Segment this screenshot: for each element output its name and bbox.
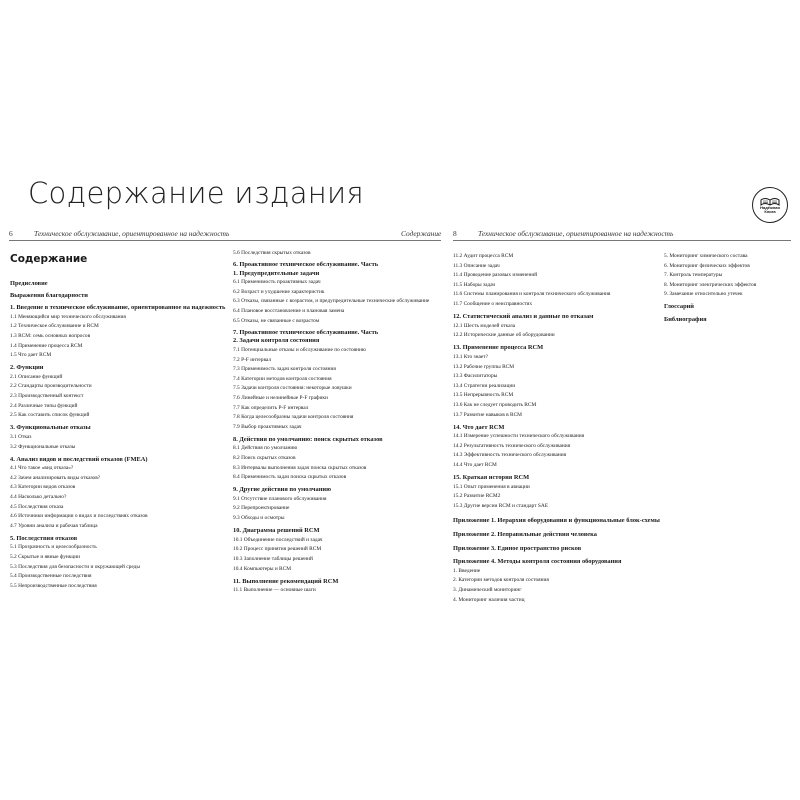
toc-entry: 4.1 Что такое «вид отказа»? (10, 465, 74, 472)
right-page-number: 8 (453, 229, 457, 238)
toc-entry: 12.1 Шесть моделей отказа (453, 322, 516, 329)
toc-entry: 6.1 Применимость проактивных задач (233, 279, 321, 286)
toc-entry: 7.9 Выбор проактивных задач (233, 423, 302, 430)
toc-entry: 6.5 Отказы, не связанные с возрастом (233, 317, 320, 324)
toc-entry: Приложение 3. Единое пространство рисков (453, 544, 582, 552)
toc-heading: Содержание (10, 253, 88, 265)
toc-entry: Приложение 2. Неправильные действия человека (453, 531, 597, 539)
toc-entry: 11.1 Выполнение — основные шаги (233, 587, 316, 594)
toc-entry: 7. Контроль температуры (664, 272, 723, 279)
toc-entry: 6.4 Плановое восстановление и плановая замена (233, 308, 345, 315)
toc-entry: 7.6 Линейные и нелинейные P-F графики (233, 394, 328, 401)
toc-entry: 2. Функции (10, 364, 44, 372)
toc-entry: 8. Мониторинг электрических эффектов (664, 281, 757, 288)
toc-entry: 6.2 Возраст и ухудшение характеристик (233, 288, 325, 295)
toc-entry: 9.1 Отсутствие планового обслуживания (233, 495, 327, 502)
toc-entry: 6. Проактивное техническое обслуживание. Часть 1. Предупредительные задачи (233, 261, 379, 277)
toc-entry: 6. Мониторинг физических эффектов (664, 262, 750, 269)
toc-entry: 7.2 P-F интервал (233, 356, 272, 363)
toc-entry: 7.5 Задачи контроля состояния: некоторые ловушки (233, 385, 352, 392)
toc-entry: 10.2 Процесс принятия решений RCM (233, 546, 322, 553)
toc-entry: 14.2 Результативность технического обслуживания (453, 442, 571, 449)
toc-entry: 13.3 Фасилитаторы (453, 373, 498, 380)
left-header-rule (9, 240, 441, 241)
right-running-head: Техническое обслуживание, ориентированное на надежность (478, 229, 674, 238)
toc-entry: 4. Мониторинг наличия частиц (453, 596, 525, 603)
toc-entry: 9.2 Перепроектирование (233, 505, 290, 512)
toc-entry: 1.4 Применение процесса RCM (10, 342, 83, 349)
toc-entry: 13.1 Кто знает? (453, 353, 489, 360)
toc-entry: 11. Выполнение рекомендаций RCM (233, 577, 339, 585)
toc-entry: 11.6 Системы планирования и контроля технического обслуживания (453, 291, 611, 298)
toc-entry: Приложение 1. Иерархия оборудования и функциональные блок-схемы (453, 517, 660, 525)
toc-entry: 15.3 Другие версии RCM и стандарт SAE (453, 502, 549, 509)
publisher-logo (752, 187, 788, 223)
toc-entry: 13.7 Развитие навыков в RCM (453, 411, 522, 418)
toc-entry: 5. Последствия отказов (10, 534, 78, 542)
toc-entry: 1.3 RCM: семь основных вопросов (10, 332, 91, 339)
toc-entry: 4.3 Категории видов отказов (10, 484, 76, 491)
toc-entry: 4.7 Уровни анализа и рабочая таблица (10, 522, 98, 529)
toc-entry: 5.2 Скрытые и явные функции (10, 554, 81, 561)
toc-entry: 7.4 Категории методов контроля состояния (233, 375, 332, 382)
toc-entry: 10.3 Заполнение таблицы решений (233, 555, 313, 562)
toc-entry: 1. Введение в техническое обслуживание, ориентированное на надежность (10, 304, 226, 312)
toc-entry: 14. Что дает RCM (453, 423, 505, 431)
toc-entry: 5.5 Непроизводственные последствия (10, 582, 97, 589)
toc-entry: 1.2 Техническое обслуживание и RCM (10, 323, 99, 330)
toc-entry: 3. Динамический мониторинг (453, 587, 522, 593)
toc-entry: 12. Статистический анализ и данные по отказам (453, 313, 594, 321)
toc-entry: 11.3 Описание задач (453, 262, 500, 269)
toc-entry: 1. Введение (453, 567, 481, 574)
toc-entry: 9.3 Обходы и осмотры (233, 515, 285, 522)
toc-entry: 2.5 Как составить список функций (10, 412, 90, 419)
toc-column-4 (664, 252, 794, 324)
toc-entry: 1.5 Что дает RCM (10, 352, 52, 359)
toc-entry: 7.1 Потенциальные отказы и обслуживание по состоянию (233, 346, 366, 353)
toc-entry: 9. Другие действия по умолчанию (233, 486, 331, 494)
toc-entry: 2. Категории методов контроля состояния (453, 577, 549, 584)
toc-entry: 13.4 Стратегии реализации (453, 382, 516, 389)
toc-entry: 7.3 Применимость задач контроля состояния (233, 366, 336, 373)
toc-entry: 6.3 Отказы, связанные с возрастом, и предупредительные технические обслуживание (233, 298, 430, 305)
toc-entry: 15.1 Опыт применения в авиации (453, 483, 530, 490)
toc-entry: 13.5 Непрерывность RCM (453, 392, 514, 399)
toc-entry: 13. Применение процесса RCM (453, 344, 544, 352)
toc-entry: 2.2 Стандарты производительности (10, 383, 92, 390)
toc-entry: 1.1 Меняющийся мир технического обслуживания (10, 313, 126, 320)
toc-entry: 15.2 Развитие RCM2 (453, 493, 501, 500)
toc-column-2 (233, 249, 443, 596)
toc-entry: 12.2 Исторические данные об оборудовании (453, 332, 555, 339)
toc-entry: 13.6 Как не следует проводить RCM (453, 401, 537, 408)
logo-line-2: Книга (764, 208, 776, 214)
toc-entry: 4.2 Зачем анализировать виды отказов? (10, 474, 101, 481)
toc-entry: 11.2 Аудит процесса RCM (453, 253, 514, 259)
toc-entry: 7.8 Когда целесообразны задачи контроля состояния (233, 414, 354, 421)
toc-entry: 11.4 Проведение разовых изменений (453, 272, 538, 279)
left-page-number: 6 (9, 229, 13, 238)
toc-entry: 8. Действия по умолчанию: поиск скрытых отказов (233, 435, 383, 443)
toc-column-1 (10, 253, 228, 591)
toc-entry: 5.3 Последствия для безопасности и окружающей среды (10, 563, 140, 570)
toc-entry: 4.5 Последствия отказа (10, 503, 64, 510)
toc-column-3 (453, 252, 665, 605)
toc-entry: 5. Мониторинг химического состава (664, 253, 748, 259)
toc-entry: 14.3 Эффективность технического обслуживания (453, 452, 567, 459)
left-running-head: Техническое обслуживание, ориентированное на надежность (34, 229, 230, 238)
toc-entry: 11.7 Сообщение о неисправностях (453, 300, 533, 307)
right-section-label: Содержание (401, 229, 442, 238)
toc-entry: 3.2 Функциональные отказы (10, 443, 76, 450)
toc-entry: 15. Краткая история RCM (453, 474, 530, 482)
toc-entry: 14.1 Измерение успешности технического обслуживания (453, 433, 585, 440)
toc-entry: 10.4 Компьютеры и RCM (233, 565, 292, 572)
right-header-rule (453, 240, 791, 241)
toc-entry: Предисловие (10, 280, 48, 287)
toc-entry: 8.3 Интервалы выполнения задач поиска скрытых отказов (233, 464, 367, 471)
toc-entry: Глоссарий (664, 303, 694, 311)
toc-entry: 4.4 Насколько детально? (10, 493, 67, 500)
toc-entry: 2.1 Описание функций (10, 373, 63, 380)
toc-entry: 8.4 Применимость задач поиска скрытых отказов (233, 474, 347, 481)
toc-entry: 4. Анализ видов и последствий отказов (FMEA) (10, 455, 148, 463)
toc-entry: 4.6 Источники информации о видах и последствиях отказов (10, 513, 148, 520)
toc-entry: 8.2 Поиск скрытых отказов (233, 454, 296, 461)
toc-entry: 5.1 Прозрачность и целесообразность (10, 544, 97, 551)
toc-entry: 8.1 Действия по умолчанию (233, 445, 298, 452)
toc-entry: 14.4 Что дает RCM (453, 461, 497, 468)
toc-entry: 5.4 Производственные последствия (10, 573, 92, 580)
toc-entry: 13.2 Рабочие группы RCM (453, 363, 515, 370)
page-title: Содержание издания (28, 176, 364, 210)
toc-entry: 9. Замечание относительно утечек (664, 291, 743, 298)
toc-entry: 10.1 Объединение последствий и задач (233, 536, 323, 543)
toc-entry: Библиография (664, 315, 707, 323)
toc-entry: 2.3 Производственный контекст (10, 393, 84, 400)
toc-entry: 3.1 Отказ (10, 433, 32, 440)
toc-entry: Выражения благодарности (10, 292, 88, 300)
toc-entry: 7.7 Как определить P-F интервал (233, 404, 309, 411)
toc-entry: 5.6 Последствия скрытых отказов (233, 250, 311, 256)
logo-line-1: Надёжная (760, 204, 780, 210)
toc-entry: 10. Диаграмма решений RCM (233, 527, 320, 535)
toc-entry: 2.4 Различные типы функций (10, 402, 78, 409)
toc-entry: 7. Проактивное техническое обслуживание. Часть 2. Задачи контроля состояния (233, 328, 379, 345)
toc-entry: Приложение 4. Методы контроля состояния оборудования (453, 558, 622, 566)
toc-entry: 3. Функциональные отказы (10, 424, 91, 432)
toc-entry: 11.5 Наборы задач (453, 281, 496, 288)
